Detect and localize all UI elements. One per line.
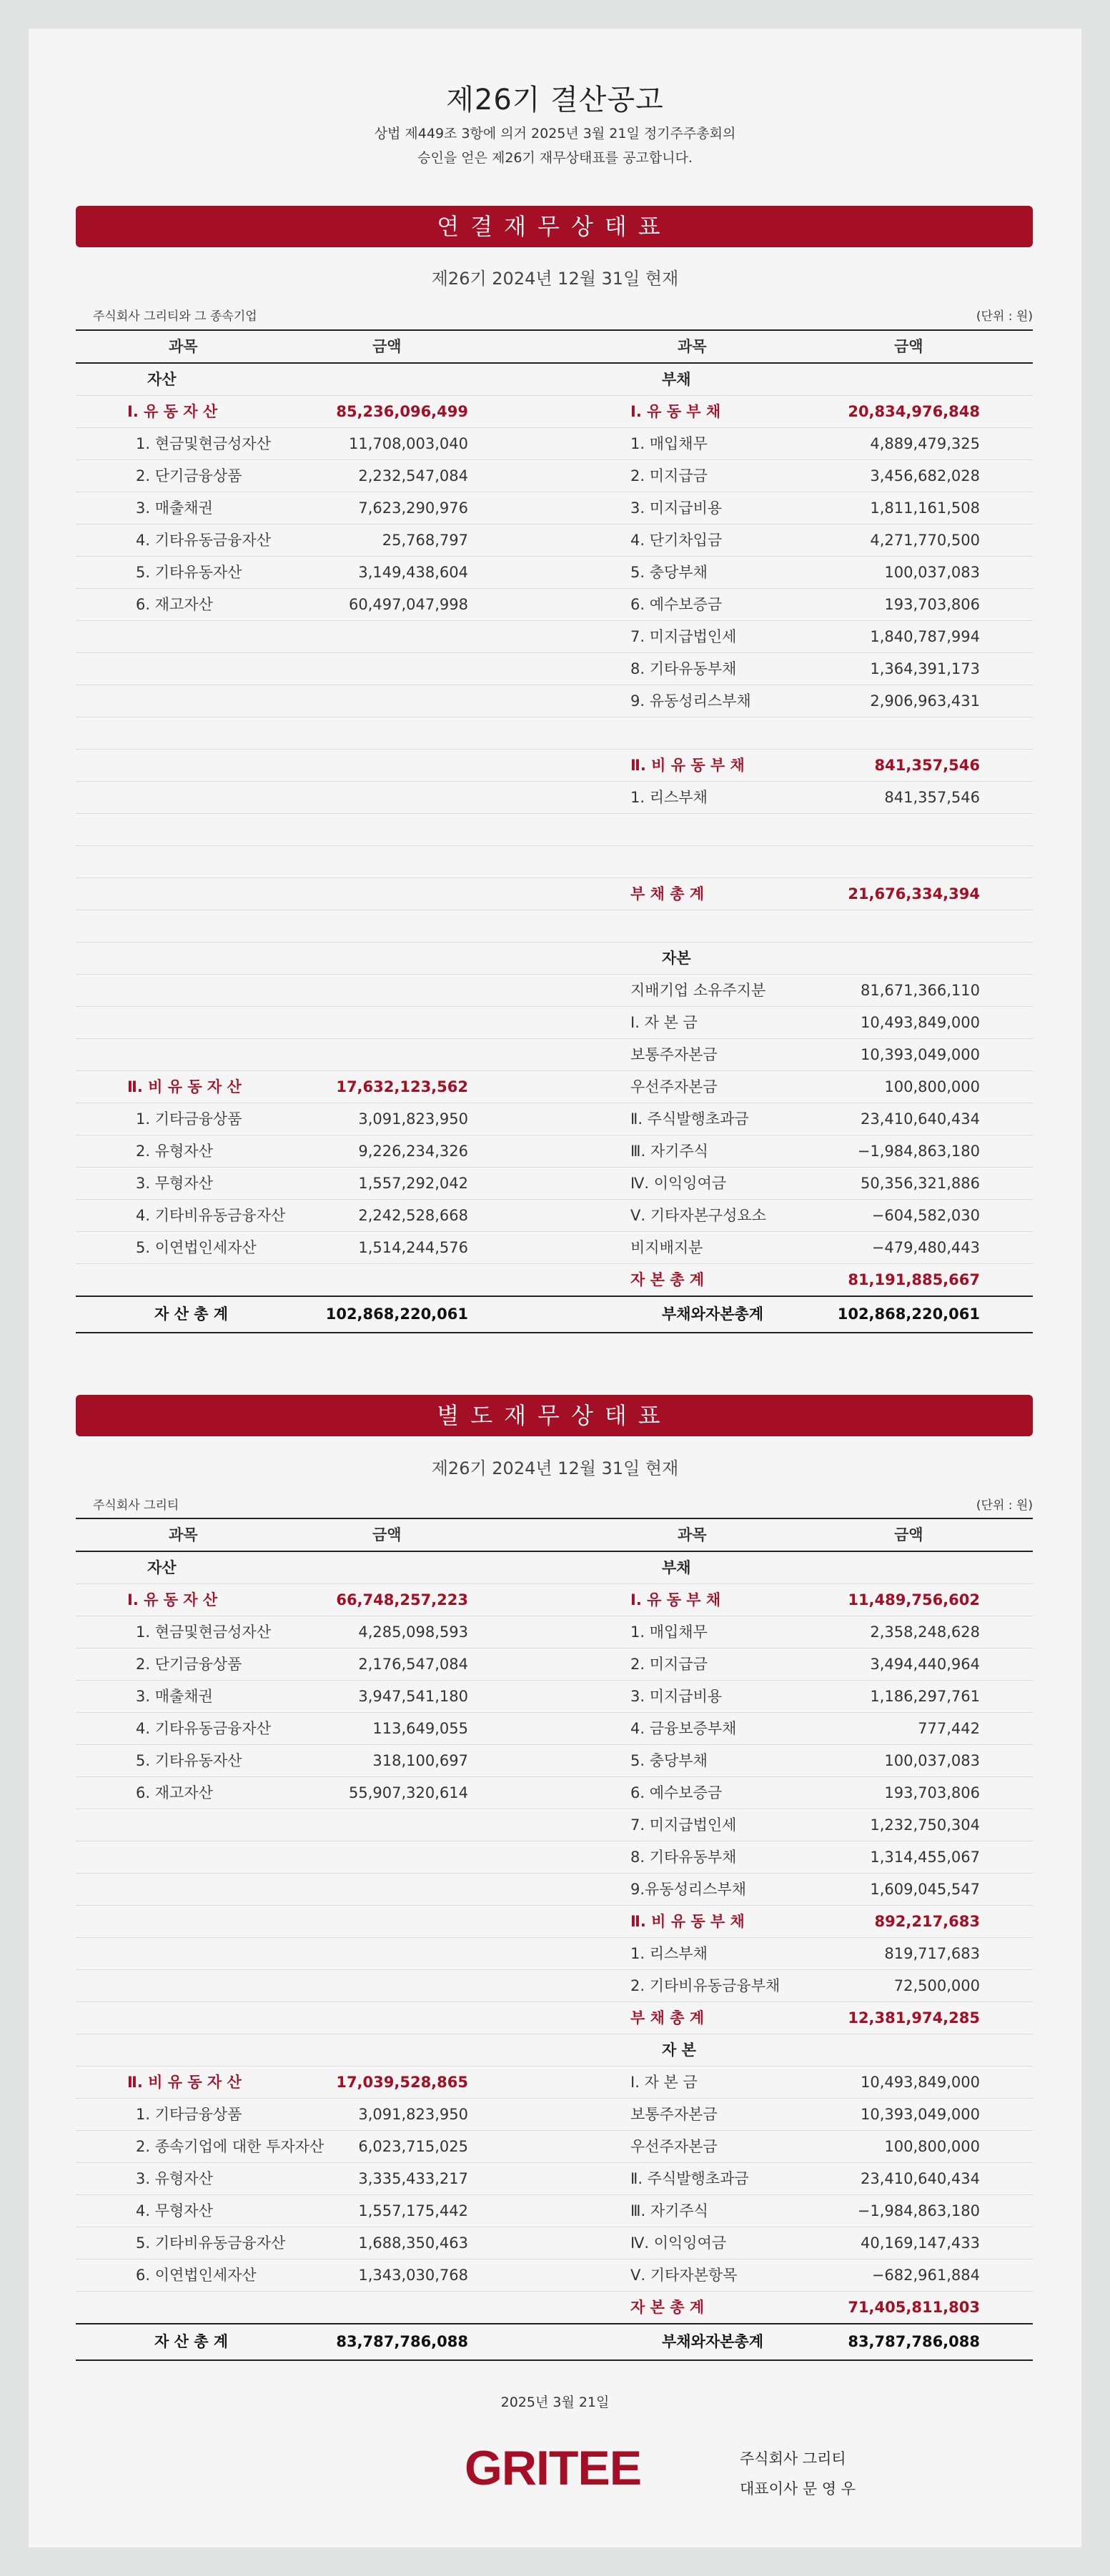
table-row [76,846,1033,878]
left-amount: 3,335,433,217 [358,2170,468,2187]
left-amount: 60,497,047,998 [349,596,468,613]
table-row [76,621,1033,653]
table-row [76,653,1033,685]
table-row [76,2259,1033,2292]
right-item: 자 본 총 계 [630,1271,705,1288]
left-amount: 3,091,823,950 [358,1110,468,1128]
left-amount: 25,768,797 [382,532,468,549]
right-item: 자본 [662,950,691,967]
right-item: Ⅱ. 주식발행초과금 [630,2170,749,2187]
left-amount: 17,632,123,562 [336,1078,468,1095]
right-amount: 50,356,321,886 [861,1175,980,1192]
right-amount: 100,037,083 [884,1752,980,1769]
right-item: 3. 미지급비용 [630,499,723,517]
left-amount: 1,557,292,042 [358,1175,468,1192]
right-item: 5. 충당부채 [630,564,708,581]
right-item: Ⅰ. 유 동 부 채 [630,1591,721,1608]
table-row [76,1584,1033,1616]
right-item: 1. 리스부채 [630,789,708,806]
right-item: 우선주자본금 [630,2138,718,2155]
right-amount: 4,271,770,500 [870,532,980,549]
left-item: Ⅱ. 비 유 동 자 산 [127,2074,242,2091]
left-amount: 2,232,547,084 [358,467,468,484]
right-amount: 71,405,811,803 [848,2299,980,2316]
table-row [76,943,1033,975]
right-amount: 841,357,546 [874,757,980,774]
table-row [76,2002,1033,2034]
right-item: 보통주자본금 [630,2106,718,2123]
left-amount: 3,947,541,180 [358,1688,468,1705]
right-amount: 3,456,682,028 [870,467,980,484]
right-amount: 10,493,849,000 [861,1014,980,1031]
left-item: 4. 기타유동금융자산 [136,532,271,549]
right-item: 5. 충당부채 [630,1752,708,1769]
table-row [76,975,1033,1007]
left-amount: 7,623,290,976 [358,499,468,517]
intro-line-2: 승인을 얻은 제26기 재무상태표를 공고합니다. [417,150,693,166]
right-item: Ⅰ. 자 본 금 [630,2074,698,2091]
table-row [76,364,1033,396]
table-row [76,492,1033,524]
right-item: 지배기업 소유주지분 [630,982,766,999]
right-item: 부 채 총 계 [630,2009,705,2027]
right-amount: 81,191,885,667 [848,1271,980,1288]
table-row [76,1039,1033,1071]
right-amount: 1,314,455,067 [870,1849,980,1866]
right-item: 4. 단기차입금 [630,532,723,549]
right-amount: 1,364,391,173 [870,660,980,677]
right-item: Ⅴ. 기타자본항목 [630,2267,738,2284]
right-item: Ⅰ. 자 본 금 [630,1014,698,1031]
table-row [76,1713,1033,1745]
right-amount: 72,500,000 [893,1977,980,1994]
right-item: 2. 기타비유동금융부채 [630,1977,781,1994]
page-title: 제26기 결산공고 [446,84,664,116]
right-amount: 21,676,334,394 [848,885,980,902]
left-item: 2. 단기금융상품 [136,1656,242,1673]
left-item: 5. 이연법인세자산 [136,1239,257,1256]
table-row [76,1648,1033,1681]
table-row [76,1777,1033,1809]
table-row [76,1552,1033,1584]
right-item: 비지배지분 [630,1239,703,1256]
table-row [76,1841,1033,1874]
table-row [76,1616,1033,1648]
table-row [76,557,1033,589]
right-item: 7. 미지급법인세 [630,628,737,645]
table-row [76,460,1033,492]
table-row [76,1007,1033,1039]
right-amount: 2,358,248,628 [870,1623,980,1641]
right-amount: 193,703,806 [884,596,980,613]
table-row [76,878,1033,910]
left-amount: 55,907,320,614 [349,1784,468,1801]
right-amount: 1,840,787,994 [870,628,980,645]
right-item: 3. 미지급비용 [630,1688,723,1705]
right-amount: 100,800,000 [884,1078,980,1095]
table-row [76,2195,1033,2227]
table-row [76,750,1033,782]
left-amount: 1,343,030,768 [358,2267,468,2284]
left-item: 6. 재고자산 [136,1784,213,1801]
left-amount: 6,023,715,025 [358,2138,468,2155]
table-row [76,2292,1033,2323]
right-item: 자 본 총 계 [630,2299,705,2316]
left-item: 1. 현금및현금성자산 [136,435,271,452]
table-row [76,1681,1033,1713]
consolidated-unit: (단위 : 원) [976,309,1033,324]
right-amount: 20,834,976,848 [848,403,980,420]
left-item: Ⅱ. 비 유 동 자 산 [127,1078,242,1095]
left-item: Ⅰ. 유 동 자 산 [127,403,218,420]
header-amount-right: 금액 [894,338,923,355]
right-item: 부 채 총 계 [630,885,705,902]
table-row [76,1264,1033,1296]
left-amount: 1,557,175,442 [358,2202,468,2219]
right-amount: 4,889,479,325 [870,435,980,452]
table-row [76,1906,1033,1938]
left-item: 6. 이연법인세자산 [136,2267,257,2284]
table-row [76,782,1033,814]
header-item-left: 과목 [169,338,198,355]
right-item: 4. 금융보증부채 [630,1720,737,1737]
right-amount: 819,717,683 [884,1945,980,1962]
left-amount: 2,242,528,668 [358,1207,468,1224]
right-amount: 3,494,440,964 [870,1656,980,1673]
separate-balance-table [76,1518,1033,2361]
table-row [76,2163,1033,2195]
right-amount: 841,357,546 [884,789,980,806]
right-item: 7. 미지급법인세 [630,1816,737,1834]
left-item: 1. 기타금융상품 [136,1110,242,1128]
table-row [76,1071,1033,1103]
left-amount: 66,748,257,223 [336,1591,468,1608]
left-item: 3. 무형자산 [136,1175,213,1192]
table-row [76,1938,1033,1970]
table-row [76,589,1033,621]
table-row [76,814,1033,846]
total-assets-label: 자 산 총 계 [154,2333,229,2350]
left-item: 5. 기타비유동금융자산 [136,2234,286,2252]
right-amount: 11,489,756,602 [848,1591,980,1608]
right-item: 2. 미지급금 [630,467,708,484]
consolidated-company: 주식회사 그리티와 그 종속기업 [93,309,257,324]
intro-line-1: 상법 제449조 3항에 의거 2025년 3월 21일 정기주주총회의 [374,126,736,141]
announcement-paper [29,29,1081,2547]
table-row [76,396,1033,428]
left-amount: 3,149,438,604 [358,564,468,581]
table-row [76,2099,1033,2131]
separate-banner: 별도재무상태표 [76,1395,1033,1436]
right-item: 6. 예수보증금 [630,596,723,613]
left-item: 5. 기타유동자산 [136,564,242,581]
table-row [76,1200,1033,1232]
total-liab-equity-amount: 83,787,786,088 [848,2333,980,2350]
right-item: Ⅳ. 이익잉여금 [630,1175,727,1192]
right-item: 자 본 [662,2042,696,2059]
right-item: 9. 유동성리스부채 [630,692,751,710]
announcement-date: 2025년 3월 21일 [500,2395,610,2410]
signature-company: 주식회사 그리티 [740,2450,846,2467]
table-row [76,524,1033,557]
right-item: 부채 [662,371,691,388]
right-item: Ⅰ. 유 동 부 채 [630,403,721,420]
right-item: Ⅲ. 자기주식 [630,1143,708,1160]
left-item: 1. 기타금융상품 [136,2106,242,2123]
table-row [76,2067,1033,2099]
right-item: Ⅱ. 주식발행초과금 [630,1110,749,1128]
signature-ceo: 대표이사 문 영 우 [740,2480,856,2497]
right-item: 우선주자본금 [630,1078,718,1095]
left-amount: 318,100,697 [372,1752,468,1769]
right-amount: 777,442 [918,1720,980,1737]
table-total-row [76,2323,1033,2359]
left-amount: 4,285,098,593 [358,1623,468,1641]
consolidated-balance-table [76,329,1033,1333]
right-item: Ⅱ. 비 유 동 부 채 [630,757,745,774]
left-item: 자산 [147,371,177,388]
header-item-left: 과목 [169,1526,198,1543]
right-amount: 40,169,147,433 [861,2234,980,2252]
table-row [76,1970,1033,2002]
right-amount: −682,961,884 [871,2267,980,2284]
total-liab-equity-label: 부채와자본총계 [662,1306,764,1323]
left-item: Ⅰ. 유 동 자 산 [127,1591,218,1608]
right-amount: 23,410,640,434 [861,1110,980,1128]
right-item: 9.유동성리스부채 [630,1881,747,1898]
right-amount: 10,393,049,000 [861,1046,980,1063]
header-item-right: 과목 [678,338,707,355]
table-row [76,1103,1033,1135]
right-amount: 892,217,683 [874,1913,980,1930]
table-row [76,2034,1033,2067]
right-amount: 193,703,806 [884,1784,980,1801]
table-total-row [76,1296,1033,1332]
separate-date: 제26기 2024년 12월 31일 현재 [431,1458,679,1478]
left-item: 1. 현금및현금성자산 [136,1623,271,1641]
right-item: 8. 기타유동부채 [630,1849,737,1866]
left-item: 2. 유형자산 [136,1143,213,1160]
separate-unit: (단위 : 원) [976,1498,1033,1513]
table-row [76,1232,1033,1264]
left-item: 3. 유형자산 [136,2170,213,2187]
right-amount: 1,811,161,508 [870,499,980,517]
right-amount: 100,037,083 [884,564,980,581]
left-item: 2. 단기금융상품 [136,467,242,484]
table-row [76,2131,1033,2163]
table-row [76,685,1033,717]
table-row [76,910,1033,943]
header-amount-left: 금액 [372,1526,402,1543]
table-row [76,717,1033,750]
table-row [76,428,1033,460]
left-item: 4. 무형자산 [136,2202,213,2219]
table-header-row [76,331,1033,364]
left-amount: 9,226,234,326 [358,1143,468,1160]
left-item: 4. 기타유동금융자산 [136,1720,271,1737]
total-liab-equity-amount: 102,868,220,061 [837,1306,980,1323]
left-item: 6. 재고자산 [136,596,213,613]
left-amount: 1,688,350,463 [358,2234,468,2252]
right-amount: −479,480,443 [871,1239,980,1256]
left-item: 자산 [147,1559,177,1576]
right-amount: 10,393,049,000 [861,2106,980,2123]
header-amount-left: 금액 [372,338,402,355]
right-item: Ⅳ. 이익잉여금 [630,2234,727,2252]
left-item: 4. 기타비유동금융자산 [136,1207,286,1224]
left-item: 3. 매출채권 [136,1688,213,1705]
left-item: 2. 종속기업에 대한 투자자산 [136,2138,324,2155]
consolidated-date: 제26기 2024년 12월 31일 현재 [431,269,679,289]
left-amount: 17,039,528,865 [336,2074,468,2091]
right-amount: 1,186,297,761 [870,1688,980,1705]
right-item: 부채 [662,1559,691,1576]
table-row [76,1809,1033,1841]
total-assets-label: 자 산 총 계 [154,1306,229,1323]
gritee-logo: GRITEE [465,2441,642,2495]
total-assets-amount: 102,868,220,061 [325,1306,468,1323]
right-item: Ⅱ. 비 유 동 부 채 [630,1913,745,1930]
header-item-right: 과목 [678,1526,707,1543]
table-row [76,1874,1033,1906]
left-amount: 2,176,547,084 [358,1656,468,1673]
table-row [76,1745,1033,1777]
left-amount: 85,236,096,499 [336,403,468,420]
left-amount: 11,708,003,040 [349,435,468,452]
right-item: 1. 매입채무 [630,435,708,452]
right-amount: 12,381,974,285 [848,2009,980,2027]
separate-company: 주식회사 그리티 [93,1498,179,1513]
right-amount: −1,984,863,180 [857,2202,980,2219]
right-item: Ⅴ. 기타자본구성요소 [630,1207,767,1224]
right-item: 보통주자본금 [630,1046,718,1063]
right-item: 1. 리스부채 [630,1945,708,1962]
right-amount: 10,493,849,000 [861,2074,980,2091]
right-amount: −1,984,863,180 [857,1143,980,1160]
right-amount: 2,906,963,431 [870,692,980,710]
right-item: Ⅲ. 자기주식 [630,2202,708,2219]
right-amount: 100,800,000 [884,2138,980,2155]
right-amount: 1,609,045,547 [870,1881,980,1898]
right-amount: 23,410,640,434 [861,2170,980,2187]
header-amount-right: 금액 [894,1526,923,1543]
table-row [76,1135,1033,1168]
consolidated-banner: 연결재무상태표 [76,206,1033,247]
total-assets-amount: 83,787,786,088 [336,2333,468,2350]
right-item: 6. 예수보증금 [630,1784,723,1801]
table-row [76,2227,1033,2259]
left-item: 3. 매출채권 [136,499,213,517]
right-item: 8. 기타유동부채 [630,660,737,677]
right-item: 1. 매입채무 [630,1623,708,1641]
table-header-row [76,1519,1033,1552]
right-amount: 81,671,366,110 [861,982,980,999]
right-item: 2. 미지급금 [630,1656,708,1673]
left-amount: 1,514,244,576 [358,1239,468,1256]
left-amount: 3,091,823,950 [358,2106,468,2123]
total-liab-equity-label: 부채와자본총계 [662,2333,764,2350]
right-amount: 1,232,750,304 [870,1816,980,1834]
left-item: 5. 기타유동자산 [136,1752,242,1769]
table-row [76,1168,1033,1200]
left-amount: 113,649,055 [372,1720,468,1737]
right-amount: −604,582,030 [871,1207,980,1224]
